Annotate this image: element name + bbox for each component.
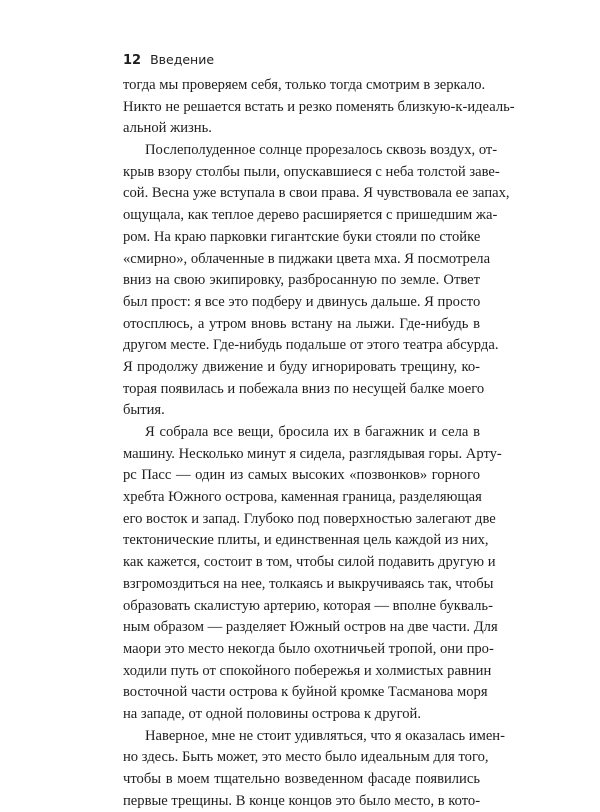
text-line: но здесь. Быть может, это место было идеальным для того, [123, 749, 489, 766]
text-line: чтобы в моем тщательно возведенном фасаде появились [123, 771, 480, 787]
body-text [123, 75, 515, 812]
text-line: другом месте. Где-нибудь подальше от этого театра абсурда. [123, 337, 499, 354]
text-line: торая появилась и побежала вниз по несущей балке моего [123, 380, 485, 397]
text-line: ходили путь от спокойного побережья и холмистых равнин [123, 662, 492, 679]
text-line: ным образом — разделяет Южный остров на две части. Для [123, 619, 498, 636]
text-line: маори это место некогда было охотничьей тропой, они про- [123, 640, 494, 657]
text-line: бытия. [123, 402, 165, 419]
running-head [123, 52, 214, 69]
text-line: альной жизнь. [123, 120, 212, 137]
text-line: сой. Весна уже вступала в свои права. Я чувствовала ее запах, [123, 185, 510, 202]
text-line: тогда мы проверяем себя, только тогда смотрим в зеркало. [123, 77, 486, 93]
text-line: вниз на свою экипировку, разбросанную по земле. Ответ [123, 272, 480, 289]
text-line: крыв взору столбы пыли, опускавшиеся с неба толстой заве- [123, 163, 500, 180]
text-line: на западе, от одной половины острова к другой. [123, 705, 421, 722]
paragraph [123, 726, 505, 812]
text-line: рс Пасс — один из самых высоких «позвонков» горного [123, 467, 480, 484]
text-line: «смирно», облаченные в пиджаки цвета мха. Я посмотрела [123, 250, 491, 267]
text-line: Я собрала все вещи, бросила их в багажник и села в [145, 424, 480, 440]
text-line: ром. На краю парковки гигантские буки стояли по стойке [123, 228, 481, 245]
text-line: Я продолжу движение и буду игнорировать трещину, ко- [123, 358, 480, 375]
text-line: взгромоздиться на нее, толкаясь и выкручиваясь так, чтобы [123, 575, 494, 592]
text-line: Послеполуденное солнце прорезалось сквозь воздух, от- [145, 142, 498, 159]
text-line: хребта Южного острова, каменная граница, разделяющая [123, 489, 482, 506]
page-number: 12 [123, 53, 142, 68]
text-line: ощущала, как теплое дерево расширяется с пришедшим жа- [123, 207, 498, 224]
text-line: как кажется, состоит в том, чтобы силой подавить другую и [123, 554, 496, 571]
paragraph [123, 75, 515, 140]
text-line: Никто не решается встать и резко поменять близкую-к-идеаль- [123, 98, 515, 115]
text-line: первые трещины. В конце концов это было место, в кото- [123, 792, 481, 809]
text-line: отосплюсь, а утром вновь встану на лыжи. Где-нибудь в [123, 315, 480, 332]
paragraph [123, 422, 502, 726]
text-line: был прост: я все это подберу и двинусь дальше. Я просто [123, 293, 481, 310]
section-title: Введение [150, 52, 215, 67]
text-line: его восток и запад. Глубоко под поверхностью залегают две [123, 510, 496, 527]
text-line: машину. Несколько минут я сидела, разглядывая горы. Арту- [123, 445, 502, 462]
paragraph [123, 140, 510, 422]
text-line: тектонические плиты, и единственная цель каждой из них, [123, 532, 489, 549]
text-line: восточной части острова к буйной кромке Тасманова моря [123, 684, 488, 701]
text-line: образовать скалистую артерию, которая — вполне букваль- [123, 597, 493, 614]
text-line: Наверное, мне не стоит удивляться, что я оказалась имен- [145, 727, 505, 744]
